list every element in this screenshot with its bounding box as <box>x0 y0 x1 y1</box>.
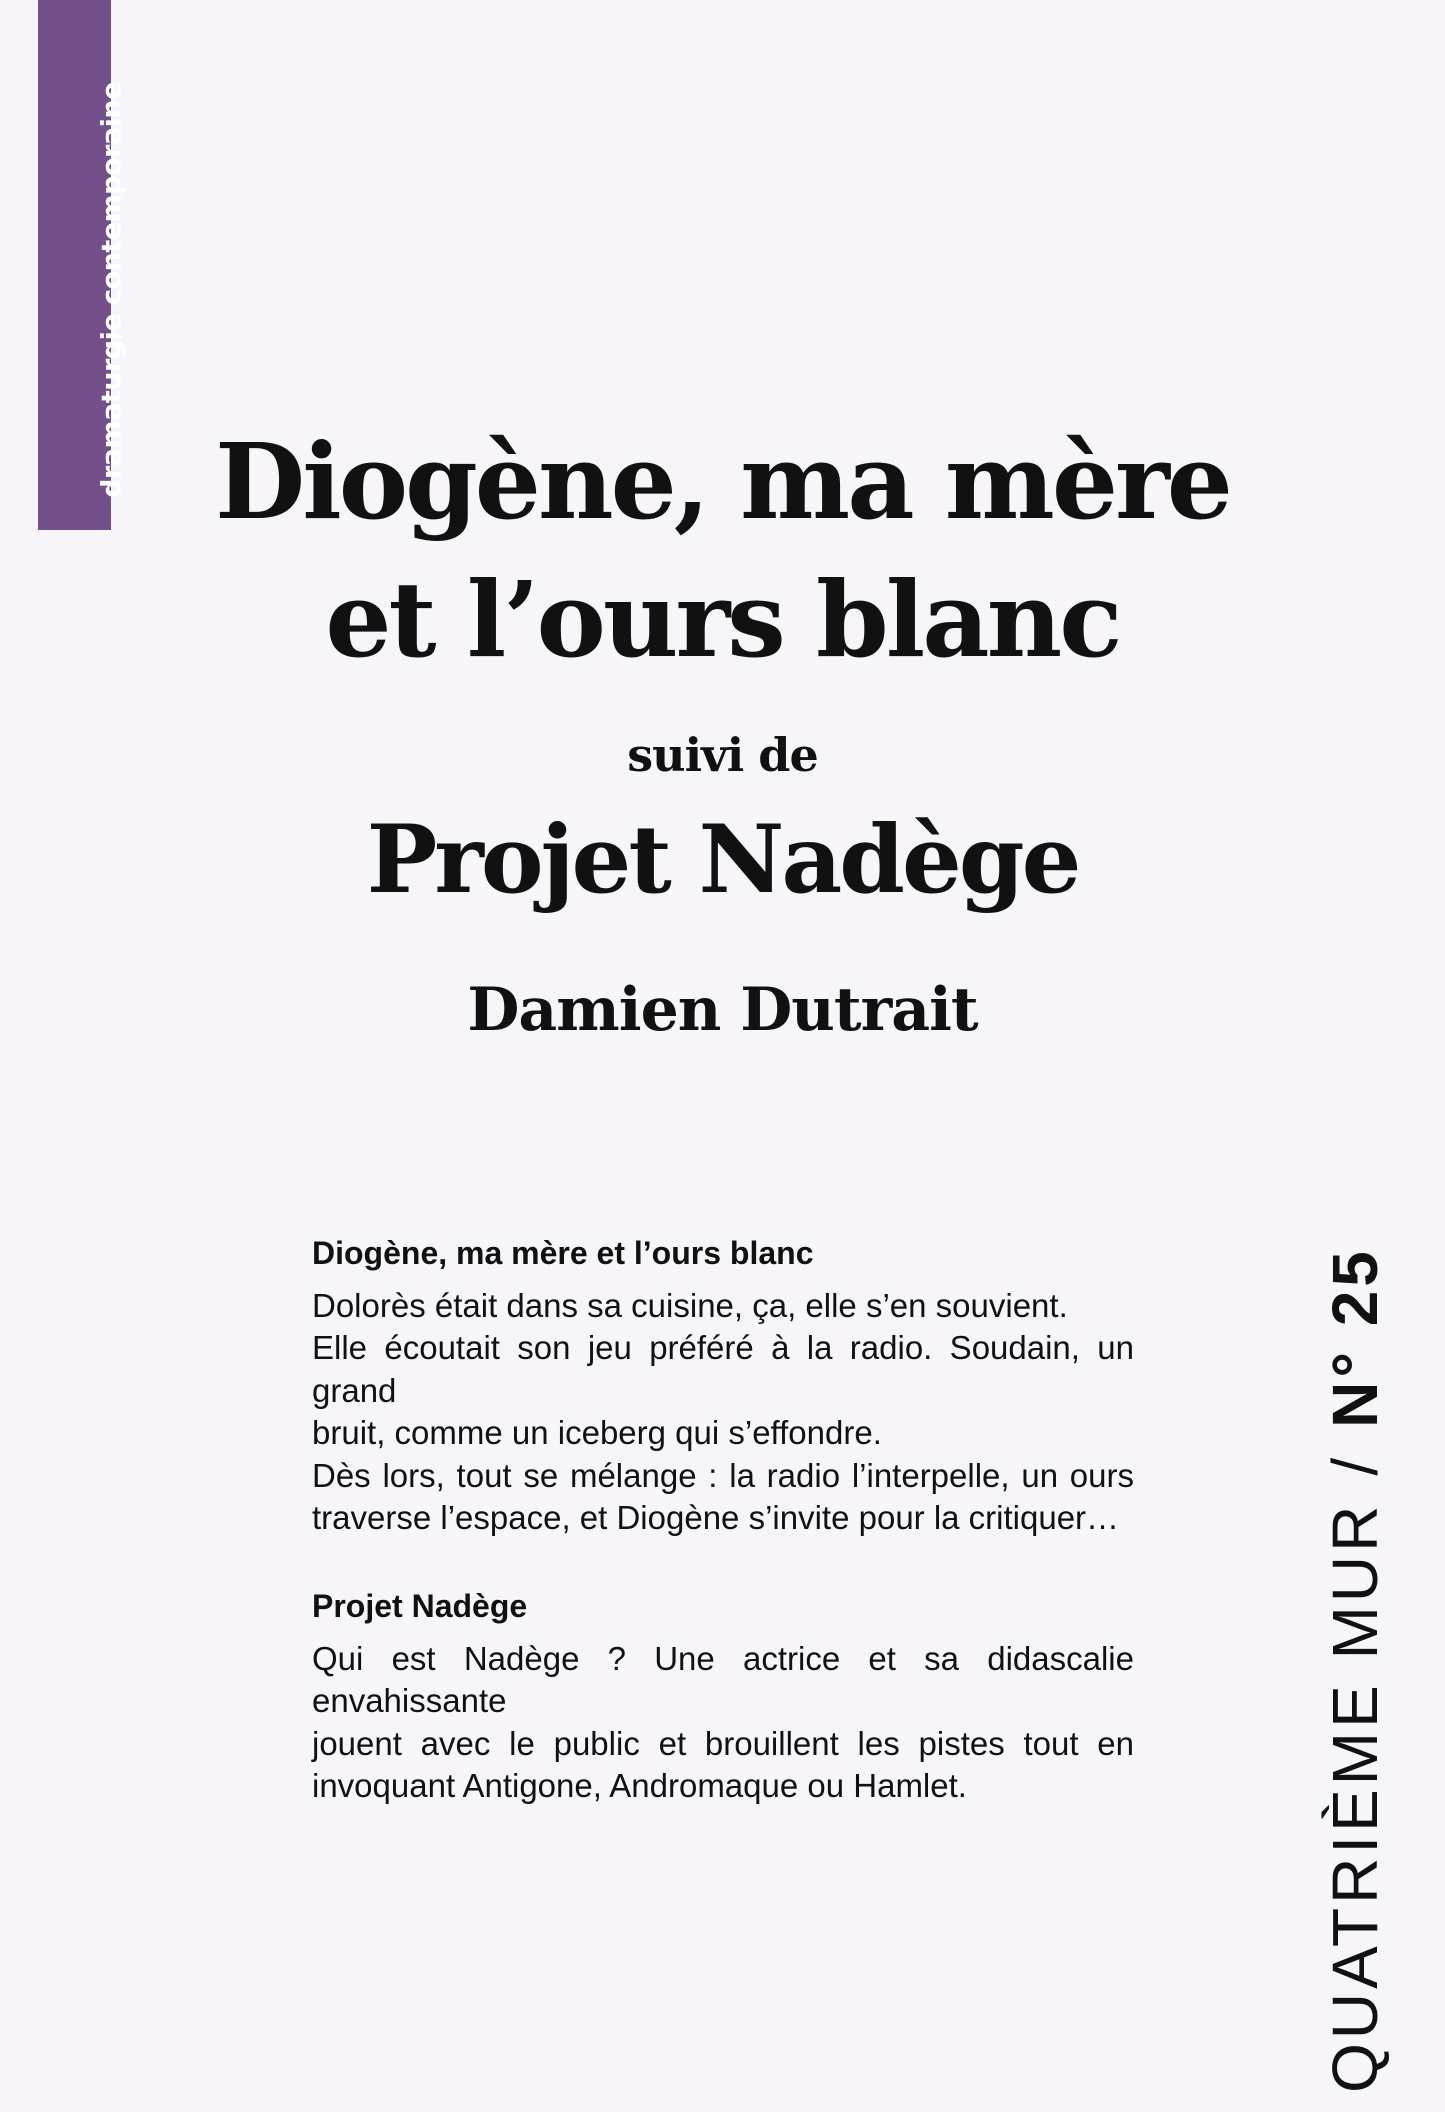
title-line-1: Diogène, ma mère <box>215 420 1230 543</box>
author-name: Damien Dutrait <box>467 975 978 1045</box>
blurb-diogene <box>312 1233 1134 1539</box>
blurb-line: Elle écoutait son jeu préféré à la radio. Soudain, un grand <box>312 1329 1134 1409</box>
title-connector: suivi de <box>627 728 818 782</box>
blurb-heading: Projet Nadège <box>312 1588 528 1624</box>
blurb-line: invoquant Antigone, Andromaque ou Hamlet. <box>312 1767 967 1805</box>
blurb-line: traverse l’espace, et Diogène s’invite pour la critiquer… <box>312 1499 1120 1537</box>
blurb-line: jouent avec le public et brouillent les pistes tout en <box>312 1724 1134 1762</box>
series-name: QUATRIÈME MUR <box>1319 1501 1391 2093</box>
second-title: Projet Nadège <box>366 805 1079 915</box>
blurb-line: Dès lors, tout se mélange : la radio l’interpelle, un ours <box>312 1456 1134 1494</box>
blurb-line: bruit, comme un iceberg qui s’effondre. <box>312 1414 882 1452</box>
series-separator: / <box>1319 1453 1391 1476</box>
series-label <box>1318 1247 1392 2093</box>
blurb-heading: Diogène, ma mère et l’ours blanc <box>312 1235 814 1271</box>
blurb-line: Qui est Nadège ? Une actrice et sa didascalie envahissante <box>312 1640 1134 1720</box>
blurb-line: Dolorès était dans sa cuisine, ça, elle s’en souvient. <box>312 1287 1068 1324</box>
collection-label: dramaturgie contemporaine <box>96 82 128 498</box>
blurb-nadege <box>312 1586 1134 1808</box>
title-line-2: et l’ours blanc <box>325 558 1120 681</box>
series-number: N° 25 <box>1319 1247 1391 1428</box>
